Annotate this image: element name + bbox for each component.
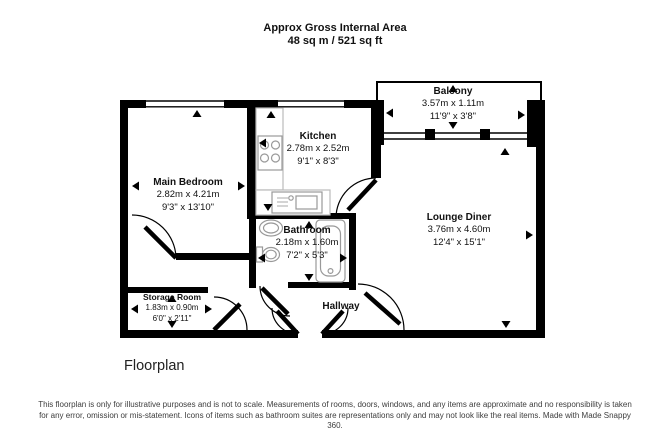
floorplan-caption: Floorplan (124, 358, 185, 374)
wall-segment (120, 330, 298, 338)
room-label-hallway (322, 300, 359, 313)
wall-segment (536, 138, 545, 338)
room-name: Kitchen (299, 131, 337, 142)
room-dim-metric: 2.18m x 1.60m (275, 237, 339, 248)
disclaimer-text: This floorplan is only for illustrative purposes and is not to scale. Measurements of rooms, doors, windows, and any items are approximate and no responsibility is taken for any error, omission or mis-statement. Icons of items such as bathroom suites are representations only and may not look like the real items. Made with Made Snappy 360. (38, 400, 632, 430)
title-line-2: 48 sq m / 521 sq ft (287, 35, 383, 47)
window-mullion (480, 129, 490, 140)
kitchen-door-leaf (348, 180, 376, 210)
title-line-1: Approx Gross Internal Area (263, 22, 407, 34)
storage-door-leaf (214, 304, 240, 330)
measure-arrow-down (449, 122, 458, 129)
bedroom-door-leaf (145, 227, 176, 258)
measure-arrow-left (132, 182, 139, 191)
measure-arrow-right (518, 111, 525, 120)
room-label-main-bedroom (153, 176, 222, 214)
wall-segment (247, 100, 256, 219)
lounge-door-leaf (365, 293, 400, 324)
room-label-kitchen (287, 130, 350, 168)
room-dim-imperial: 9'3" x 13'10" (161, 201, 215, 213)
measure-arrow-down (502, 321, 511, 328)
room-label-lounge-diner (427, 211, 491, 249)
room-dim-metric: 2.82m x 4.21m (156, 189, 220, 200)
measure-arrow-down (305, 274, 314, 281)
bathroom-door-leaf (262, 288, 288, 314)
measure-arrow-up (193, 110, 202, 117)
wall-segment (288, 282, 356, 288)
wall-segment (176, 253, 249, 260)
room-dim-imperial: 7'2" x 5'3" (286, 249, 328, 261)
room-label-storage-room (143, 292, 201, 324)
room-name: Balcony (433, 86, 473, 97)
balcony-left-pillar (371, 100, 384, 145)
room-name: Main Bedroom (153, 177, 223, 188)
measure-arrow-right (205, 305, 212, 314)
room-dim-metric: 2.78m x 2.52m (286, 143, 350, 154)
room-dim-imperial: 11'9" x 3'8" (429, 110, 477, 122)
measure-arrow-right (526, 231, 533, 240)
measure-arrow-left (131, 305, 138, 314)
room-name: Storage Room (142, 292, 202, 302)
room-name: Bathroom (283, 225, 331, 236)
room-label-balcony (422, 85, 484, 123)
stove-icon (258, 136, 282, 170)
wall-segment (322, 330, 545, 338)
window-mullion (425, 129, 435, 140)
room-dim-imperial: 9'1" x 8'3" (297, 155, 339, 167)
kitchen-sink-icon (272, 192, 322, 213)
room-dim-imperial: 6'0" x 2'11" (152, 313, 192, 323)
room-dim-metric: 1.83m x 0.90m (145, 303, 199, 312)
wall-segment (249, 219, 256, 288)
room-dim-metric: 3.76m x 4.60m (427, 224, 491, 235)
room-dim-imperial: 12'4" x 15'1" (432, 236, 486, 248)
balcony-right-pillar (527, 100, 545, 147)
wall-segment (120, 100, 128, 338)
room-name: Hallway (322, 301, 360, 312)
measure-arrow-left (386, 109, 393, 118)
room-name: Lounge Diner (426, 212, 492, 223)
wall-segment (349, 219, 356, 290)
room-dim-metric: 3.57m x 1.11m (421, 98, 485, 109)
balcony-sliding-window (384, 133, 527, 139)
room-label-bathroom (276, 224, 339, 262)
measure-arrow-up (501, 148, 510, 155)
measure-arrow-right (238, 182, 245, 191)
